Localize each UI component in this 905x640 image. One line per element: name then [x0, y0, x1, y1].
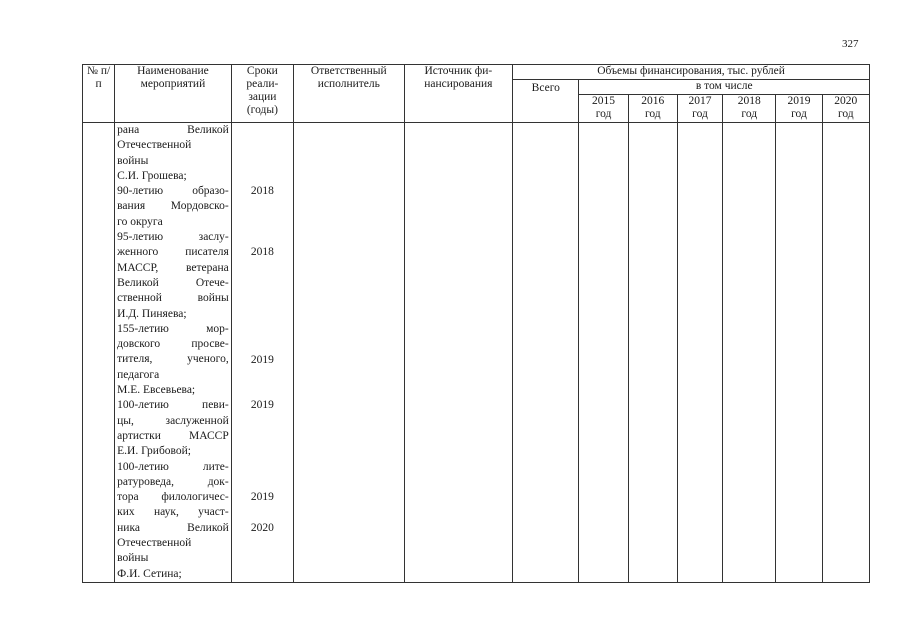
body-source-cell [404, 123, 513, 583]
event-name-line: войны [117, 552, 149, 565]
body-executor-cell [294, 123, 405, 583]
event-name-line: И.Д. Пиняева; [117, 307, 187, 320]
event-name-line: ких наук, участ- [117, 506, 229, 519]
body-2018-cell [723, 123, 776, 583]
funding-table [82, 64, 870, 583]
body-terms-cell [231, 123, 293, 583]
event-name-line: 90-летию образо- [117, 185, 229, 198]
header-total: Всего [513, 80, 579, 123]
event-name-line: вания Мордовско- [117, 200, 229, 213]
event-name-line: 100-летию певи- [117, 399, 229, 412]
event-name-line: МАССР, ветерана [117, 261, 229, 274]
header-source: Источник фи- нансирования [404, 65, 513, 123]
header-year-2017: 2017 год [677, 95, 722, 123]
term-year: 2018 [250, 246, 274, 259]
header-num: № п/п [83, 65, 115, 123]
body-name-cell [115, 123, 232, 583]
event-name-line: ственной войны [117, 292, 229, 305]
event-name-line: Ф.И. Сетина; [117, 567, 182, 580]
header-year-2016: 2016 год [628, 95, 677, 123]
term-year: 2020 [250, 521, 274, 534]
header-year-2020: 2020 год [822, 95, 869, 123]
header-executor: Ответственный исполнитель [294, 65, 405, 123]
body-2016-cell [628, 123, 677, 583]
event-name-line: тителя, ученого, [117, 353, 229, 366]
header-terms: Сроки реали- зации (годы) [231, 65, 293, 123]
event-name-line: ника Великой [117, 521, 229, 534]
event-name-line: войны [117, 154, 149, 167]
body-2015-cell [579, 123, 628, 583]
body-2017-cell [677, 123, 722, 583]
event-name-line: 100-летию лите- [117, 460, 229, 473]
event-name-line: педагога [117, 368, 160, 381]
body-2020-cell [822, 123, 869, 583]
term-year: 2019 [250, 491, 274, 504]
event-name-line: М.Е. Евсевьева; [117, 384, 196, 397]
body-total-cell [513, 123, 579, 583]
event-name-line: С.И. Грошева; [117, 169, 187, 182]
event-name-line: 95-летию заслу- [117, 231, 229, 244]
term-year: 2018 [250, 185, 274, 198]
event-name-line: Великой Отече- [117, 276, 229, 289]
header-funding: Объемы финансирования, тыс. рублей [513, 65, 870, 80]
term-year: 2019 [250, 353, 274, 366]
event-name-line: ратуроведа, док- [117, 475, 229, 488]
event-name-line: артистки МАССР [117, 429, 229, 442]
header-name: Наименование мероприятий [115, 65, 232, 123]
header-year-2018: 2018 год [723, 95, 776, 123]
body-num-cell [83, 123, 115, 583]
header-year-2019: 2019 год [776, 95, 822, 123]
event-name-line: 155-летию мор- [117, 322, 229, 335]
event-name-line: Отечественной [117, 139, 192, 152]
event-name-line: цы, заслуженной [117, 414, 229, 427]
page-number: 327 [842, 38, 859, 50]
event-name-line: Отечественной [117, 537, 192, 550]
header-including: в том числе [579, 80, 870, 95]
event-name-line: го округа [117, 215, 163, 228]
event-name-line: тора филологичес- [117, 491, 229, 504]
event-name-line: рана Великой [117, 124, 229, 136]
term-year: 2019 [250, 399, 274, 412]
event-name-line: женного писателя [117, 246, 229, 259]
event-name-line: Е.И. Грибовой; [117, 445, 191, 458]
body-2019-cell [776, 123, 822, 583]
header-year-2015: 2015 год [579, 95, 628, 123]
event-name-line: довского просве- [117, 338, 229, 351]
